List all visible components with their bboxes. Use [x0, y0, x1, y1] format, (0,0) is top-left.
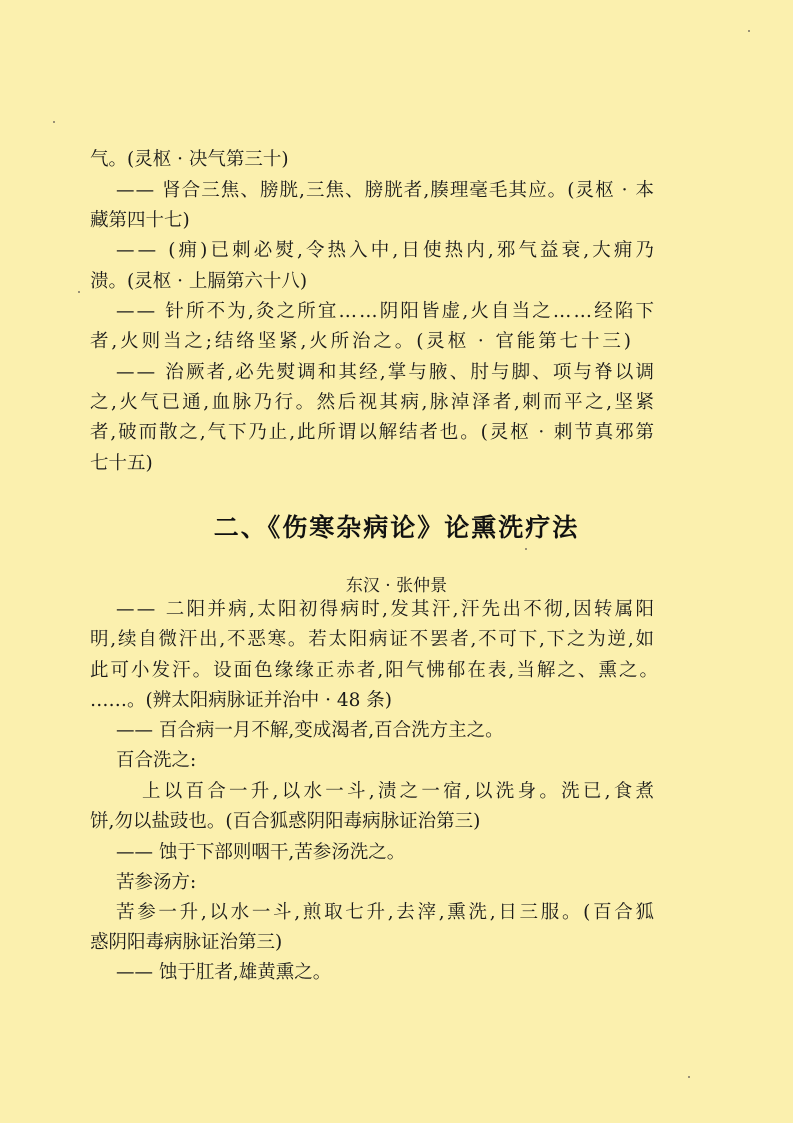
text-line: —— (痈)已刺必熨,令热入中,日使热内,邪气益衰,大痈乃 [116, 240, 658, 261]
scan-speck [688, 1076, 690, 1078]
text-line: 上以百合一升,以水一斗,渍之一宿,以洗身。洗已,食煮 [142, 781, 658, 802]
text-line: 惑阴阳毒病脉证治第三) [90, 932, 283, 953]
text-line: 之,火气已通,血脉乃行。然后视其病,脉淖泽者,刺而平之,坚紧 [90, 392, 657, 413]
text-line: —— 百合病一月不解,变成渴者,百合洗方主之。 [116, 720, 504, 741]
text-line: —— 治厥者,必先熨调和其经,掌与腋、肘与脚、项与脊以调 [116, 362, 657, 383]
text-line: 者,破而散之,气下乃止,此所谓以解结者也。(灵枢 · 刺节真邪第 [90, 422, 656, 443]
section-author: 东汉 · 张仲景 [345, 576, 448, 596]
scan-speck [78, 291, 80, 293]
text-line: 明,续自微汗出,不恶寒。若太阳病证不罢者,不可下,下之为逆,如 [90, 629, 656, 650]
text-line: 者,火则当之;结络坚紧,火所治之。(灵枢 · 官能第七十三) [90, 331, 634, 352]
text-line: ……。(辨太阳病脉证并治中 · 48 条) [90, 690, 392, 711]
scan-speck [53, 121, 55, 123]
text-line: 百合洗之: [116, 750, 197, 771]
text-line: 此可小发汗。设面色缘缘正赤者,阳气怫郁在表,当解之、熏之。 [90, 660, 661, 681]
text-line: —— 蚀于下部则咽干,苦参汤洗之。 [116, 842, 406, 863]
text-line: —— 针所不为,灸之所宜……阴阳皆虚,火自当之……经陷下 [116, 301, 657, 322]
scan-speck [525, 548, 527, 550]
text-line: 气。(灵枢 · 决气第三十) [90, 149, 289, 170]
text-line: 藏第四十七) [90, 210, 190, 231]
text-line: —— 蚀于肛者,雄黄熏之。 [116, 962, 332, 983]
text-line: 饼,勿以盐豉也。(百合狐惑阴阳毒病脉证治第三) [90, 811, 481, 832]
scan-speck [748, 30, 750, 32]
text-line: —— 二阳并病,太阳初得病时,发其汗,汗先出不彻,因转属阳 [116, 599, 657, 620]
text-line: 苦参汤方: [116, 872, 197, 893]
text-line: —— 肾合三焦、膀胱,三焦、膀胱者,腠理毫毛其应。(灵枢 · 本 [116, 180, 656, 201]
text-line: 七十五) [90, 453, 153, 474]
text-line: 溃。(灵枢 · 上膈第六十八) [90, 271, 308, 292]
section-heading: 二、《伤寒杂病论》论熏洗疗法 [213, 513, 580, 542]
text-line: 苦参一升,以水一斗,煎取七升,去滓,熏洗,日三服。(百合狐 [116, 902, 657, 923]
